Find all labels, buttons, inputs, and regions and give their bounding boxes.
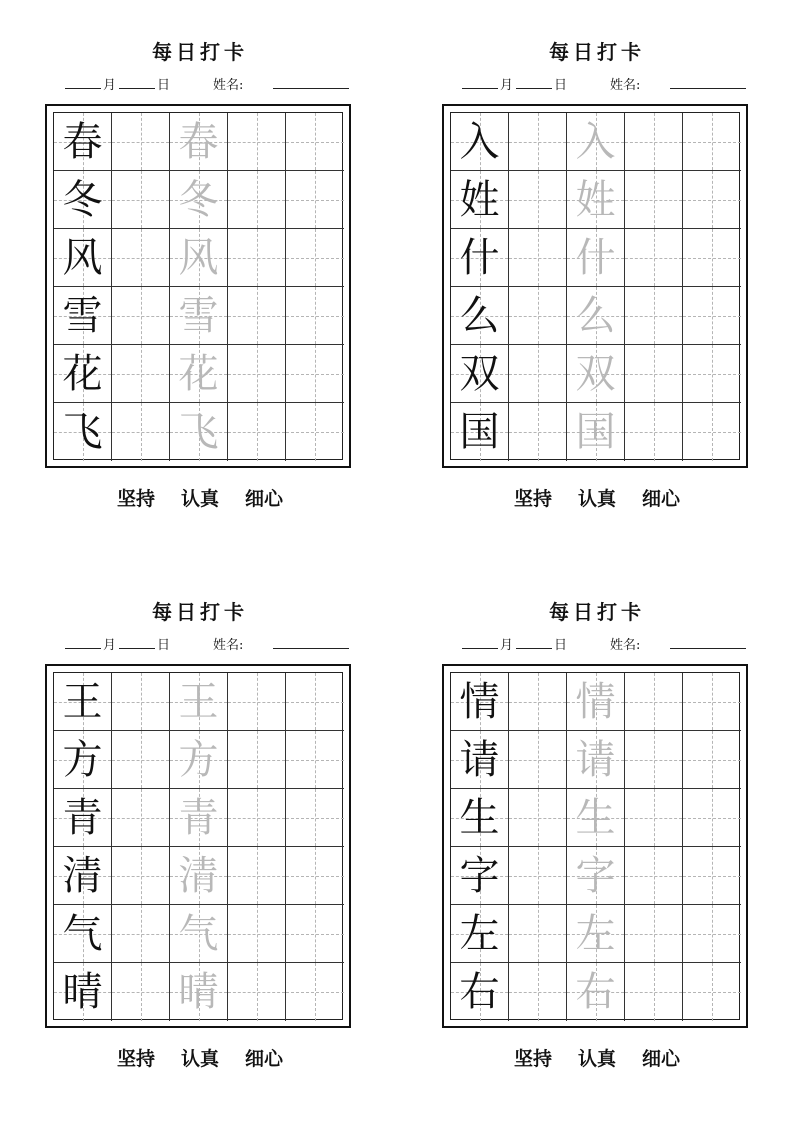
trace-cell[interactable] <box>170 345 228 403</box>
model-cell <box>451 229 509 287</box>
practice-card <box>45 0 355 510</box>
blank-practice-cell[interactable] <box>625 905 683 963</box>
card-title: 每日打卡 <box>152 40 248 64</box>
day-label: 日 <box>157 638 171 653</box>
month-label: 月 <box>500 638 514 653</box>
blank-practice-cell[interactable] <box>112 789 170 847</box>
blank-practice-cell[interactable] <box>228 963 286 1021</box>
blank-practice-cell[interactable] <box>112 345 170 403</box>
trace-cell[interactable] <box>170 229 228 287</box>
practice-row <box>451 789 739 847</box>
practice-row <box>451 403 739 461</box>
motto-word: 认真 <box>180 1048 219 1070</box>
blank-practice-cell[interactable] <box>286 287 344 345</box>
blank-practice-cell[interactable] <box>509 171 567 229</box>
motto-line <box>45 1044 355 1071</box>
model-cell <box>54 731 112 789</box>
model-cell <box>451 789 509 847</box>
trace-cell[interactable] <box>567 963 625 1021</box>
blank-practice-cell[interactable] <box>509 789 567 847</box>
blank-practice-cell[interactable] <box>112 287 170 345</box>
blank-practice-cell[interactable] <box>625 287 683 345</box>
model-character: 字 <box>459 852 500 899</box>
blank-practice-cell[interactable] <box>509 113 567 171</box>
blank-practice-cell[interactable] <box>228 731 286 789</box>
trace-cell[interactable] <box>567 345 625 403</box>
practice-row <box>451 963 739 1021</box>
blank-practice-cell[interactable] <box>509 287 567 345</box>
blank-practice-cell[interactable] <box>112 403 170 461</box>
blank-practice-cell[interactable] <box>683 345 741 403</box>
blank-practice-cell[interactable] <box>509 847 567 905</box>
blank-practice-cell[interactable] <box>112 731 170 789</box>
date-name-row <box>462 74 752 92</box>
trace-cell[interactable] <box>567 905 625 963</box>
practice-row <box>451 113 739 171</box>
motto-word: 细心 <box>245 1048 284 1070</box>
blank-practice-cell[interactable] <box>625 963 683 1021</box>
model-cell <box>54 171 112 229</box>
blank-practice-cell[interactable] <box>112 113 170 171</box>
day-blank[interactable] <box>516 634 552 649</box>
trace-character: 王 <box>178 678 219 725</box>
model-character: 姓 <box>459 176 500 223</box>
blank-practice-cell[interactable] <box>625 673 683 731</box>
motto-word: 坚持 <box>513 488 552 510</box>
blank-practice-cell[interactable] <box>286 171 344 229</box>
practice-row <box>54 345 342 403</box>
blank-practice-cell[interactable] <box>625 847 683 905</box>
blank-practice-cell[interactable] <box>683 171 741 229</box>
blank-practice-cell[interactable] <box>683 963 741 1021</box>
blank-practice-cell[interactable] <box>228 847 286 905</box>
tianzige-grid <box>53 672 343 1020</box>
trace-character: 请 <box>575 736 616 783</box>
day-blank[interactable] <box>119 74 155 89</box>
practice-row <box>451 171 739 229</box>
blank-practice-cell[interactable] <box>625 113 683 171</box>
blank-practice-cell[interactable] <box>286 403 344 461</box>
trace-character: 冬 <box>178 176 219 223</box>
model-character: 方 <box>62 736 103 783</box>
model-character: 什 <box>459 234 500 281</box>
blank-practice-cell[interactable] <box>286 229 344 287</box>
tianzige-grid <box>450 112 740 460</box>
model-character: 气 <box>62 910 103 957</box>
blank-practice-cell[interactable] <box>683 789 741 847</box>
motto-word: 坚持 <box>116 1048 155 1070</box>
trace-cell[interactable] <box>170 113 228 171</box>
trace-character: 姓 <box>575 176 616 223</box>
practice-row <box>451 287 739 345</box>
model-cell <box>54 403 112 461</box>
month-blank[interactable] <box>65 634 101 649</box>
blank-practice-cell[interactable] <box>625 229 683 287</box>
trace-cell[interactable] <box>170 673 228 731</box>
blank-practice-cell[interactable] <box>228 229 286 287</box>
card-title: 每日打卡 <box>549 40 645 64</box>
practice-card <box>442 560 752 1070</box>
blank-practice-cell[interactable] <box>625 789 683 847</box>
practice-row <box>451 229 739 287</box>
blank-practice-cell[interactable] <box>625 731 683 789</box>
model-cell <box>451 905 509 963</box>
date-name-row <box>462 634 752 652</box>
model-cell <box>451 847 509 905</box>
motto-word: 坚持 <box>116 488 155 510</box>
practice-row <box>451 905 739 963</box>
month-blank[interactable] <box>65 74 101 89</box>
motto-line <box>442 1044 752 1071</box>
model-character: 国 <box>459 409 500 455</box>
day-label: 日 <box>554 78 568 93</box>
motto-line <box>442 484 752 511</box>
model-cell <box>451 345 509 403</box>
tianzige-frame <box>45 664 351 1028</box>
motto-word: 细心 <box>642 1048 681 1070</box>
date-name-row <box>65 74 355 92</box>
trace-cell[interactable] <box>170 287 228 345</box>
model-cell <box>54 847 112 905</box>
motto-line <box>45 484 355 511</box>
model-character: 情 <box>459 678 500 725</box>
trace-cell[interactable] <box>170 847 228 905</box>
trace-cell[interactable] <box>170 731 228 789</box>
blank-practice-cell[interactable] <box>286 905 344 963</box>
month-label: 月 <box>500 78 514 93</box>
trace-character: 清 <box>178 852 219 899</box>
month-blank[interactable] <box>462 634 498 649</box>
model-character: 冬 <box>62 176 103 223</box>
blank-practice-cell[interactable] <box>112 963 170 1021</box>
trace-character: 晴 <box>178 969 219 1015</box>
blank-practice-cell[interactable] <box>509 905 567 963</box>
month-blank[interactable] <box>462 74 498 89</box>
blank-practice-cell[interactable] <box>509 963 567 1021</box>
motto-word: 认真 <box>577 1048 616 1070</box>
name-label: 姓名: <box>610 638 641 653</box>
model-character: 青 <box>62 794 103 841</box>
tianzige-grid <box>53 112 343 460</box>
trace-character: 情 <box>575 678 616 725</box>
blank-practice-cell[interactable] <box>228 345 286 403</box>
trace-character: 字 <box>575 852 616 899</box>
day-label: 日 <box>554 638 568 653</box>
practice-row <box>451 345 739 403</box>
trace-character: 生 <box>575 794 616 841</box>
practice-row <box>54 113 342 171</box>
blank-practice-cell[interactable] <box>286 789 344 847</box>
tianzige-frame <box>45 104 351 468</box>
model-cell <box>54 673 112 731</box>
trace-cell[interactable] <box>567 113 625 171</box>
practice-row <box>451 731 739 789</box>
trace-character: 雪 <box>178 292 219 339</box>
blank-practice-cell[interactable] <box>112 847 170 905</box>
name-blank[interactable] <box>273 74 349 89</box>
trace-cell[interactable] <box>170 905 228 963</box>
trace-cell[interactable] <box>170 403 228 461</box>
date-name-row <box>65 634 355 652</box>
model-cell <box>54 963 112 1021</box>
model-cell <box>451 731 509 789</box>
blank-practice-cell[interactable] <box>228 789 286 847</box>
tianzige-frame <box>442 664 748 1028</box>
trace-cell[interactable] <box>567 403 625 461</box>
practice-row <box>54 963 342 1021</box>
month-label: 月 <box>103 638 117 653</box>
blank-practice-cell[interactable] <box>228 287 286 345</box>
model-cell <box>54 229 112 287</box>
trace-cell[interactable] <box>567 789 625 847</box>
model-character: 风 <box>62 234 103 281</box>
motto-word: 认真 <box>180 488 219 510</box>
trace-character: 飞 <box>178 409 219 455</box>
blank-practice-cell[interactable] <box>286 673 344 731</box>
model-character: 飞 <box>62 409 103 455</box>
model-cell <box>54 789 112 847</box>
model-character: 么 <box>459 292 500 339</box>
blank-practice-cell[interactable] <box>112 229 170 287</box>
model-character: 左 <box>459 910 500 957</box>
trace-cell[interactable] <box>170 171 228 229</box>
trace-cell[interactable] <box>567 229 625 287</box>
blank-practice-cell[interactable] <box>683 731 741 789</box>
trace-cell[interactable] <box>170 963 228 1021</box>
model-character: 右 <box>459 969 500 1015</box>
blank-practice-cell[interactable] <box>286 731 344 789</box>
blank-practice-cell[interactable] <box>683 403 741 461</box>
model-character: 春 <box>62 118 103 165</box>
model-character: 入 <box>459 118 500 165</box>
trace-cell[interactable] <box>567 171 625 229</box>
trace-cell[interactable] <box>567 847 625 905</box>
day-blank[interactable] <box>516 74 552 89</box>
blank-practice-cell[interactable] <box>625 171 683 229</box>
month-label: 月 <box>103 78 117 93</box>
model-character: 晴 <box>62 969 103 1015</box>
practice-row <box>54 789 342 847</box>
name-blank[interactable] <box>670 74 746 89</box>
practice-row <box>54 287 342 345</box>
trace-cell[interactable] <box>567 673 625 731</box>
practice-row <box>451 673 739 731</box>
model-character: 请 <box>459 736 500 783</box>
blank-practice-cell[interactable] <box>228 905 286 963</box>
trace-cell[interactable] <box>567 731 625 789</box>
model-cell <box>451 171 509 229</box>
blank-practice-cell[interactable] <box>683 673 741 731</box>
practice-row <box>54 171 342 229</box>
model-character: 王 <box>62 678 103 725</box>
trace-character: 右 <box>575 969 616 1015</box>
model-character: 花 <box>62 350 103 397</box>
card-title: 每日打卡 <box>549 600 645 624</box>
model-character: 清 <box>62 852 103 899</box>
trace-character: 春 <box>178 118 219 165</box>
motto-word: 细心 <box>642 488 681 510</box>
practice-row <box>54 673 342 731</box>
model-cell <box>451 403 509 461</box>
model-cell <box>54 113 112 171</box>
practice-row <box>54 847 342 905</box>
practice-row <box>54 229 342 287</box>
trace-character: 方 <box>178 736 219 783</box>
blank-practice-cell[interactable] <box>625 403 683 461</box>
motto-word: 坚持 <box>513 1048 552 1070</box>
model-character: 生 <box>459 794 500 841</box>
blank-practice-cell[interactable] <box>509 229 567 287</box>
blank-practice-cell[interactable] <box>228 673 286 731</box>
practice-row <box>54 905 342 963</box>
model-character: 雪 <box>62 292 103 339</box>
blank-practice-cell[interactable] <box>683 229 741 287</box>
model-cell <box>451 113 509 171</box>
day-blank[interactable] <box>119 634 155 649</box>
tianzige-grid <box>450 672 740 1020</box>
trace-character: 花 <box>178 350 219 397</box>
trace-character: 左 <box>575 910 616 957</box>
model-character: 双 <box>459 350 500 397</box>
practice-row <box>54 731 342 789</box>
blank-practice-cell[interactable] <box>286 963 344 1021</box>
blank-practice-cell[interactable] <box>683 905 741 963</box>
card-title: 每日打卡 <box>152 600 248 624</box>
practice-row <box>54 403 342 461</box>
name-label: 姓名: <box>213 638 244 653</box>
blank-practice-cell[interactable] <box>509 731 567 789</box>
trace-character: 入 <box>575 118 616 165</box>
trace-character: 什 <box>575 234 616 281</box>
name-label: 姓名: <box>213 78 244 93</box>
trace-character: 国 <box>575 409 616 455</box>
trace-character: 风 <box>178 234 219 281</box>
blank-practice-cell[interactable] <box>509 403 567 461</box>
model-cell <box>451 963 509 1021</box>
model-cell <box>451 673 509 731</box>
blank-practice-cell[interactable] <box>228 171 286 229</box>
name-label: 姓名: <box>610 78 641 93</box>
day-label: 日 <box>157 78 171 93</box>
trace-character: 青 <box>178 794 219 841</box>
motto-word: 认真 <box>577 488 616 510</box>
blank-practice-cell[interactable] <box>112 171 170 229</box>
blank-practice-cell[interactable] <box>228 403 286 461</box>
blank-practice-cell[interactable] <box>112 905 170 963</box>
name-blank[interactable] <box>670 634 746 649</box>
trace-character: 双 <box>575 350 616 397</box>
practice-row <box>451 847 739 905</box>
blank-practice-cell[interactable] <box>112 673 170 731</box>
blank-practice-cell[interactable] <box>683 287 741 345</box>
trace-cell[interactable] <box>170 789 228 847</box>
blank-practice-cell[interactable] <box>286 113 344 171</box>
blank-practice-cell[interactable] <box>286 345 344 403</box>
tianzige-frame <box>442 104 748 468</box>
blank-practice-cell[interactable] <box>228 113 286 171</box>
model-cell <box>54 345 112 403</box>
trace-character: 么 <box>575 292 616 339</box>
trace-character: 气 <box>178 910 219 957</box>
blank-practice-cell[interactable] <box>683 847 741 905</box>
trace-cell[interactable] <box>567 287 625 345</box>
model-cell <box>451 287 509 345</box>
blank-practice-cell[interactable] <box>625 345 683 403</box>
blank-practice-cell[interactable] <box>286 847 344 905</box>
motto-word: 细心 <box>245 488 284 510</box>
model-cell <box>54 905 112 963</box>
blank-practice-cell[interactable] <box>683 113 741 171</box>
practice-card <box>442 0 752 510</box>
practice-card <box>45 560 355 1070</box>
blank-practice-cell[interactable] <box>509 673 567 731</box>
blank-practice-cell[interactable] <box>509 345 567 403</box>
name-blank[interactable] <box>273 634 349 649</box>
model-cell <box>54 287 112 345</box>
